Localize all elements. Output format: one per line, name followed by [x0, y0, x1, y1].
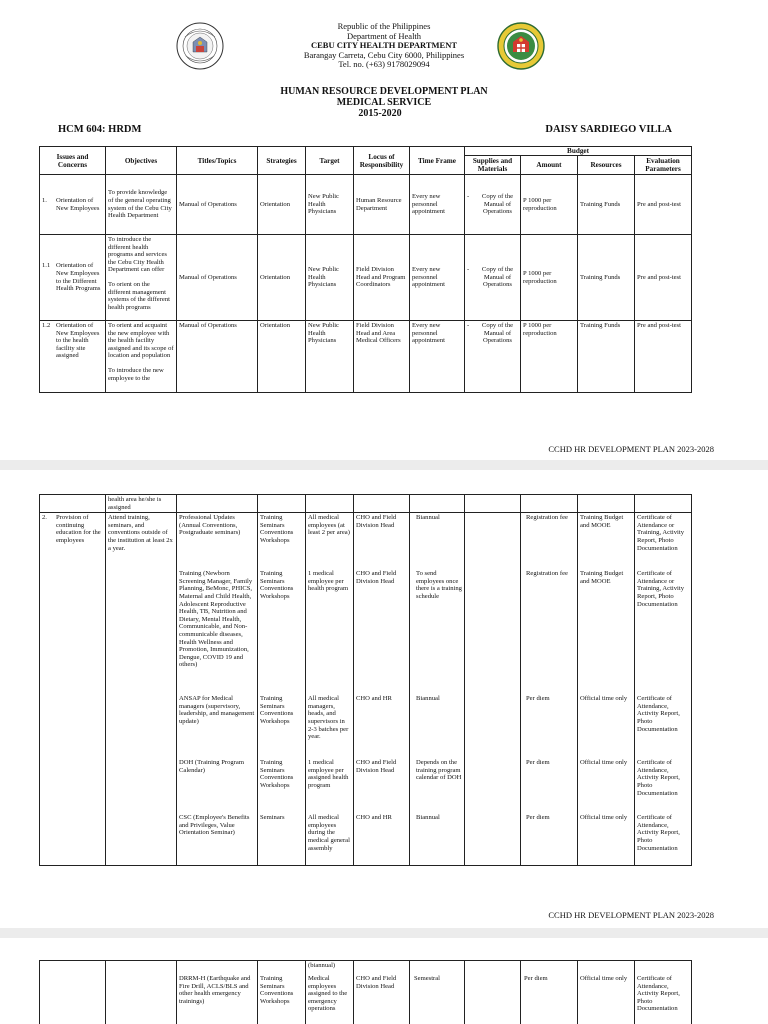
resources-cell: Training Funds	[578, 175, 635, 235]
plan-table-page-3	[39, 960, 692, 1024]
time-text: Depends on the training program calendar of DOH	[416, 759, 462, 782]
target-cell: New Public Health Physicians	[306, 175, 354, 235]
training-title: Professional Updates (Annual Conventions, Postgraduate seminars)	[179, 514, 241, 537]
letterhead-address: Barangay Carreta, Cebu City 6000, Philippines	[303, 49, 465, 60]
evaluation-cell: Pre and post-test	[635, 235, 692, 321]
continuation-cell: health area he/she is assigned	[106, 495, 177, 513]
target-text: All medical managers, heads, and supervisors in 2-3 batches per year.	[308, 695, 349, 741]
plan-title: HUMAN RESOURCE DEVELOPMENT PLAN	[280, 86, 488, 97]
header-budget: Budget	[465, 147, 692, 156]
evaluation-cell	[635, 513, 692, 866]
strategies-cell: Orientation	[258, 235, 306, 321]
table-row	[40, 321, 692, 393]
objective-text: To introduce the different health programs and services the Cebu City Health Department can offer	[108, 236, 167, 274]
locus-text: CHO and Field Division Head	[354, 961, 410, 1024]
objectives-cell: To provide knowledge of the general operating system of the Cebu City Health Department	[106, 175, 177, 235]
resources-cell: Training Funds	[578, 235, 635, 321]
issue-text: Orientation of New Employees	[56, 196, 100, 212]
continuation-text: (biannual)	[308, 962, 336, 969]
supplies-text: Copy of the Manual of Operations	[481, 266, 514, 289]
time-cell: Every new personnel appointment	[410, 175, 465, 235]
target-cell	[306, 513, 354, 866]
document-page-1	[0, 0, 768, 460]
header-target: Target	[306, 147, 354, 175]
strategies-cell	[258, 513, 306, 866]
table-row	[40, 961, 692, 1024]
resources-text: Official time only	[580, 695, 628, 703]
amount-text: Per diem	[526, 759, 550, 767]
letterhead-office: CEBU CITY HEALTH DEPARTMENT	[310, 40, 458, 51]
locus-cell	[354, 513, 410, 866]
titles-cell: Manual of Operations	[177, 175, 258, 235]
header-resources: Resources	[578, 156, 635, 175]
strategy-text: Training Seminars Conventions Workshops	[260, 570, 294, 600]
strategy-text: Training Seminars Conventions Workshops	[260, 759, 294, 789]
header-strategies: Strategies	[258, 147, 306, 175]
plan-title-block	[0, 86, 768, 119]
target-text: All medical employees (at least 2 per area)	[308, 514, 350, 537]
document-page-3	[0, 938, 768, 1024]
resources-text: Official time only	[578, 961, 635, 1024]
author-name: DAISY SARDIEGO VILLA	[545, 124, 672, 135]
evaluation-text: Certificate of Attendance, Activity Report, Photo Documentation	[637, 814, 680, 852]
supplies-text: Copy of the Manual of Operations	[481, 193, 514, 216]
locus-text: CHO and HR	[356, 814, 392, 822]
plan-subtitle: MEDICAL SERVICE	[336, 97, 432, 108]
supplies-cell: - Copy of the Manual of Operations	[465, 235, 521, 321]
footer-title: CCHD HR DEVELOPMENT PLAN 2023-2028	[548, 444, 714, 454]
time-text: Semestral	[410, 961, 465, 1024]
row-number: 1.2	[42, 322, 51, 329]
plan-table-page-2	[39, 494, 692, 866]
locus-text: CHO and Field Division Head	[356, 570, 397, 585]
amount-text: Registration fee	[526, 514, 568, 522]
resources-cell	[578, 513, 635, 866]
plan-years: 2015-2020	[358, 108, 402, 119]
locus-text: CHO and Field Division Head	[356, 514, 397, 529]
footer-title: CCHD HR DEVELOPMENT PLAN 2023-2028	[548, 910, 714, 920]
amount-cell: P 1000 per reproduction	[521, 175, 578, 235]
plan-table-page-1	[39, 146, 692, 393]
issue-text: Provision of continuing education for the employees	[56, 514, 101, 544]
time-cell: Every new personnel appointment	[410, 321, 465, 393]
target-text: 1 medical employee per health program	[308, 570, 349, 593]
time-text: Biannual	[416, 695, 440, 703]
header-evaluation: Evaluation Parameters	[635, 156, 692, 175]
supplies-cell: - Copy of the Manual of Operations	[465, 175, 521, 235]
target-text: All medical employees during the medical general assembly	[308, 814, 350, 852]
amount-text: Per diem	[526, 695, 550, 703]
strategy-text: Training Seminars Conventions Workshops	[260, 514, 294, 544]
amount-text: Per diem	[526, 814, 550, 822]
objectives-cell: Attend training, seminars, and conventions outside of the institution at least 2x a year.	[106, 513, 177, 866]
strategy-text: Training Seminars Conventions Workshops	[258, 961, 306, 1024]
objectives-cell	[106, 235, 177, 321]
header-objectives: Objectives	[106, 147, 177, 175]
letterhead-republic: Republic of the Philippines	[337, 21, 431, 31]
amount-text: Registration fee	[526, 570, 568, 578]
header-amount: Amount	[521, 156, 578, 175]
evaluation-text: Certificate of Attendance, Activity Report, Photo Documentation	[635, 961, 692, 1024]
objective-text: To orient and acquaint the new employee with the health facility assigned and its scope of location and population	[108, 322, 174, 360]
row-number: 1.	[42, 196, 47, 204]
issue-cell	[40, 321, 106, 393]
issue-cell	[40, 235, 106, 321]
supplies-cell: - Copy of the Manual of Operations	[465, 321, 521, 393]
strategy-text: Training Seminars Conventions Workshops	[260, 695, 294, 725]
titles-cell: Manual of Operations	[177, 235, 258, 321]
letterhead-phone: Tel. no. (+63) 9178029094	[338, 59, 430, 70]
header-time: Time Frame	[410, 147, 465, 175]
training-title: CSC (Employee's Benefits and Privileges, Value Orientation Seminar)	[179, 814, 250, 837]
time-cell	[410, 513, 465, 866]
evaluation-text: Certificate of Attendance, Activity Report, Photo Documentation	[637, 695, 680, 733]
row-number: 2.	[42, 514, 47, 522]
issue-cell	[40, 175, 106, 235]
amount-cell	[521, 513, 578, 866]
header-titles: Titles/Topics	[177, 147, 258, 175]
row-number: 1.1	[42, 262, 51, 270]
objectives-cell	[106, 321, 177, 393]
objective-text: To orient on the different management systems of the different health programs	[108, 280, 170, 311]
target-cell: New Public Health Physicians	[306, 321, 354, 393]
target-text: Medical employees assigned to the emergency operations	[308, 975, 348, 1013]
training-title: DOH (Training Program Calendar)	[179, 759, 244, 774]
amount-cell: P 1000 per reproduction	[521, 235, 578, 321]
header-supplies: Supplies and Materials	[465, 156, 521, 175]
amount-cell: P 1000 per reproduction	[521, 321, 578, 393]
locus-cell: Field Division Head and Program Coordinators	[354, 235, 410, 321]
titles-cell: Manual of Operations	[177, 321, 258, 393]
time-text: To send employees once there is a training schedule	[416, 570, 462, 600]
training-title: DRRM-H (Earthquake and Fire Drill, ACLS/BLS and other health emergency trainings)	[177, 961, 258, 1024]
table-row	[40, 235, 692, 321]
training-title: ANSAP for Medical managers (supervisory, leadership, and management update)	[179, 695, 255, 725]
document-page-2	[0, 470, 768, 928]
resources-text: Official time only	[580, 814, 628, 822]
supplies-cell	[465, 513, 521, 866]
issue-text: Orientation of New Employees to the Different Health Programs	[56, 262, 101, 293]
locus-cell: Human Resource Department	[354, 175, 410, 235]
evaluation-cell: Pre and post-test	[635, 175, 692, 235]
header-issues: Issues and Concerns	[40, 147, 106, 175]
issue-text: Orientation of New Employees to the health facility site assigned	[56, 322, 100, 360]
course-code: HCM 604: HRDM	[58, 124, 142, 135]
evaluation-cell: Pre and post-test	[635, 321, 692, 393]
letterhead	[0, 22, 768, 70]
table-row	[40, 513, 692, 866]
table-row	[40, 495, 692, 513]
evaluation-text: Certificate of Attendance, Activity Report, Photo Documentation	[637, 759, 680, 797]
strategies-cell: Orientation	[258, 175, 306, 235]
table-row	[40, 175, 692, 235]
resources-text: Official time only	[580, 759, 628, 767]
training-list-cell	[177, 513, 258, 866]
letterhead-department: Department of Health	[346, 30, 422, 41]
amount-text: Per diem	[521, 961, 578, 1024]
strategy-text: Seminars	[260, 814, 285, 822]
strategies-cell: Orientation	[258, 321, 306, 393]
locus-text: CHO and HR	[356, 695, 392, 703]
issue-cell	[40, 513, 106, 866]
resources-text: Training Budget and MOOE	[580, 514, 624, 529]
time-text: Biannual	[416, 814, 440, 822]
target-cell: New Public Health Physicians	[306, 235, 354, 321]
time-cell: Every new personnel appointment	[410, 235, 465, 321]
locus-cell: Field Division Head and Area Medical Officers	[354, 321, 410, 393]
training-title: Training (Newborn Screening Manager, Family Planning, BeMonc, PHICS, Maternal and Child Health, Adolescent Reproductive Health, TB, Nutrition and Dietary, Mental Health, Communicable, and Non-communicable diseases, Health Wellness and Promotion, Immunization, Dengue, COVID 19 and others)	[179, 570, 253, 669]
resources-cell: Training Funds	[578, 321, 635, 393]
target-text: 1 medical employee per assigned health program	[308, 759, 349, 789]
time-text: Biannual	[416, 514, 440, 522]
objective-text: To introduce the new employee to the	[108, 366, 164, 382]
supplies-text: Copy of the Manual of Operations	[481, 322, 514, 345]
evaluation-text: Certificate of Attendance or Training, Activity Report, Photo Documentation	[637, 514, 685, 552]
evaluation-text: Certificate of Attendance or Training, Activity Report, Photo Documentation	[637, 570, 685, 608]
resources-text: Training Budget and MOOE	[580, 570, 624, 585]
supplies-cell	[465, 961, 521, 1024]
target-cell	[306, 961, 354, 1024]
locus-text: CHO and Field Division Head	[356, 759, 397, 774]
header-locus: Locus of Responsibility	[354, 147, 410, 175]
